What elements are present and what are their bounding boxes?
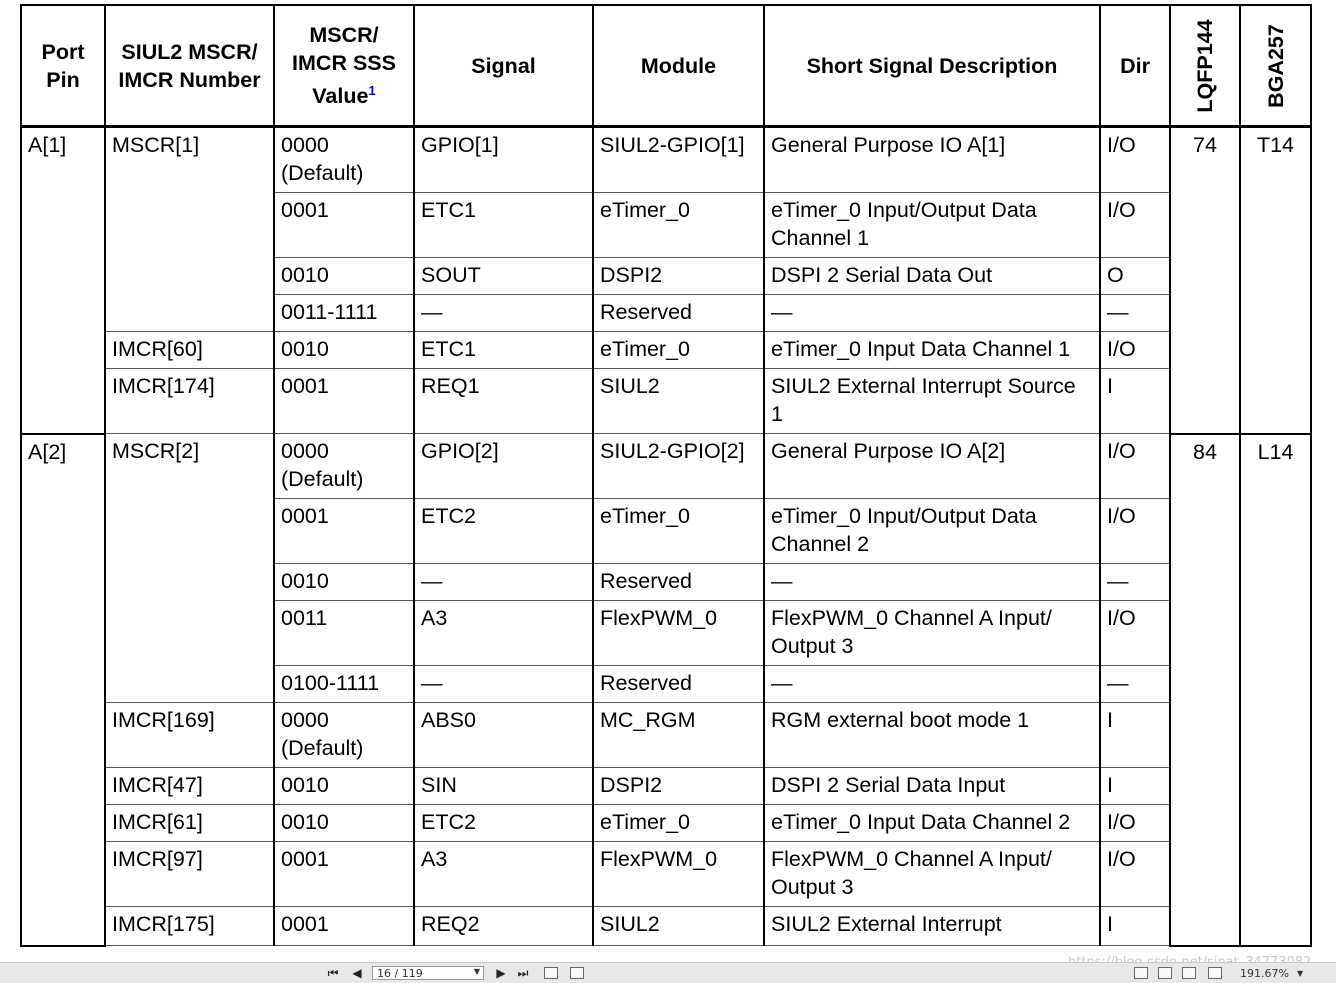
register-cell: IMCR[174] (105, 369, 274, 434)
facing-pages-icon[interactable] (1180, 965, 1198, 981)
module-cell: eTimer_0 (593, 332, 764, 369)
sss-value-cell: 0010 (274, 768, 414, 805)
continuous-facing-icon[interactable] (1206, 965, 1224, 981)
dir-cell: I/O (1100, 127, 1170, 193)
signal-cell: — (414, 564, 593, 601)
description-cell: DSPI 2 Serial Data Input (764, 768, 1100, 805)
dir-cell: O (1100, 258, 1170, 295)
signal-cell: A3 (414, 842, 593, 907)
sss-value-cell: 0001 (274, 907, 414, 946)
table-row (21, 332, 1311, 369)
table-row (21, 805, 1311, 842)
sss-value-cell: 0011-1111 (274, 295, 414, 332)
signal-cell: SIN (414, 768, 593, 805)
table-row (21, 369, 1311, 434)
description-cell: FlexPWM_0 Channel A Input/ Output 3 (764, 601, 1100, 666)
next-view-icon[interactable] (568, 965, 586, 981)
header-sss-value (274, 5, 414, 127)
module-cell: eTimer_0 (593, 805, 764, 842)
description-cell: eTimer_0 Input Data Channel 1 (764, 332, 1100, 369)
sss-value-cell: 0001 (274, 842, 414, 907)
zoom-select[interactable] (1240, 966, 1322, 980)
header-bga257 (1240, 5, 1311, 127)
module-cell: SIUL2 (593, 907, 764, 946)
description-cell: — (764, 295, 1100, 332)
register-cell: IMCR[175] (105, 907, 274, 946)
description-cell: RGM external boot mode 1 (764, 703, 1100, 768)
next-page-icon[interactable]: ▶ (496, 966, 506, 980)
header-dir: Dir (1100, 5, 1170, 127)
header-lqfp144 (1170, 5, 1240, 127)
chevron-down-icon: ▼ (1296, 968, 1304, 978)
pin-mux-table (20, 4, 1312, 947)
module-cell: Reserved (593, 666, 764, 703)
header-sss-text: MSCR/ IMCR SSS Value (292, 22, 396, 109)
prev-view-icon[interactable] (542, 965, 560, 981)
register-cell: IMCR[97] (105, 842, 274, 907)
sss-value-cell: 0001 (274, 499, 414, 564)
sss-value-cell: 0001 (274, 193, 414, 258)
description-cell: General Purpose IO A[1] (764, 127, 1100, 193)
sss-value-cell: 0000 (Default) (274, 434, 414, 499)
port-pin-cell: A[1] (21, 127, 105, 434)
table-row (21, 434, 1311, 499)
register-cell: MSCR[1] (105, 127, 274, 332)
signal-cell: REQ1 (414, 369, 593, 434)
signal-cell: GPIO[1] (414, 127, 593, 193)
dir-cell: I (1100, 703, 1170, 768)
header-row (21, 5, 1311, 127)
dir-cell: I (1100, 369, 1170, 434)
dir-cell: I (1100, 768, 1170, 805)
dir-cell: I/O (1100, 193, 1170, 258)
bga257-cell: T14 (1240, 127, 1311, 434)
register-cell: IMCR[169] (105, 703, 274, 768)
module-cell: Reserved (593, 564, 764, 601)
module-cell: FlexPWM_0 (593, 601, 764, 666)
port-pin-cell: A[2] (21, 434, 105, 946)
header-signal: Signal (414, 5, 593, 127)
description-cell: — (764, 666, 1100, 703)
signal-cell: ETC1 (414, 332, 593, 369)
table-row (21, 907, 1311, 946)
signal-cell: ETC1 (414, 193, 593, 258)
pdf-viewer-toolbar (0, 962, 1336, 983)
table-row (21, 703, 1311, 768)
table-row (21, 842, 1311, 907)
module-cell: DSPI2 (593, 768, 764, 805)
sss-value-cell: 0001 (274, 369, 414, 434)
signal-cell: — (414, 666, 593, 703)
sss-value-cell: 0010 (274, 805, 414, 842)
signal-cell: ETC2 (414, 499, 593, 564)
module-cell: eTimer_0 (593, 499, 764, 564)
single-page-icon[interactable] (1132, 965, 1150, 981)
sss-value-cell: 0100-1111 (274, 666, 414, 703)
footnote-link[interactable]: 1 (368, 82, 376, 98)
signal-cell: ABS0 (414, 703, 593, 768)
dir-cell: — (1100, 295, 1170, 332)
table-body (21, 127, 1311, 946)
description-cell: eTimer_0 Input/Output Data Channel 1 (764, 193, 1100, 258)
dir-cell: I/O (1100, 332, 1170, 369)
dir-cell: I (1100, 907, 1170, 946)
module-cell: SIUL2-GPIO[2] (593, 434, 764, 499)
header-description: Short Signal Description (764, 5, 1100, 127)
description-cell: FlexPWM_0 Channel A Input/ Output 3 (764, 842, 1100, 907)
dir-cell: I/O (1100, 805, 1170, 842)
header-port-pin: Port Pin (21, 5, 105, 127)
module-cell: FlexPWM_0 (593, 842, 764, 907)
dir-cell: I/O (1100, 601, 1170, 666)
register-cell: IMCR[60] (105, 332, 274, 369)
module-cell: SIUL2-GPIO[1] (593, 127, 764, 193)
module-cell: SIUL2 (593, 369, 764, 434)
table-row (21, 768, 1311, 805)
signal-cell: GPIO[2] (414, 434, 593, 499)
dir-cell: — (1100, 666, 1170, 703)
sss-value-cell: 0011 (274, 601, 414, 666)
dir-cell: I/O (1100, 499, 1170, 564)
description-cell: — (764, 564, 1100, 601)
sss-value-cell: 0000 (Default) (274, 127, 414, 193)
description-cell: DSPI 2 Serial Data Out (764, 258, 1100, 295)
sss-value-cell: 0000 (Default) (274, 703, 414, 768)
chevron-down-icon: ▼ (473, 967, 480, 976)
page-number-select[interactable] (372, 966, 484, 980)
lqfp144-cell: 84 (1170, 434, 1240, 946)
signal-cell: SOUT (414, 258, 593, 295)
register-cell: MSCR[2] (105, 434, 274, 703)
table-row (21, 127, 1311, 193)
signal-cell: ETC2 (414, 805, 593, 842)
dir-cell: I/O (1100, 842, 1170, 907)
signal-cell: A3 (414, 601, 593, 666)
sss-value-cell: 0010 (274, 258, 414, 295)
continuous-page-icon[interactable] (1156, 965, 1174, 981)
signal-cell: — (414, 295, 593, 332)
last-page-icon[interactable]: ⏭ (517, 965, 529, 980)
description-cell: SIUL2 External Interrupt (764, 907, 1100, 946)
module-cell: eTimer_0 (593, 193, 764, 258)
description-cell: General Purpose IO A[2] (764, 434, 1100, 499)
sss-value-cell: 0010 (274, 332, 414, 369)
header-bga257-text: BGA257 (1263, 23, 1288, 108)
first-page-icon[interactable]: ⏮ (327, 965, 339, 980)
description-cell: SIUL2 External Interrupt Source 1 (764, 369, 1100, 434)
lqfp144-cell: 74 (1170, 127, 1240, 434)
description-cell: eTimer_0 Input Data Channel 2 (764, 805, 1100, 842)
page-indicator: 16 / 119 (377, 966, 423, 980)
module-cell: DSPI2 (593, 258, 764, 295)
sss-value-cell: 0010 (274, 564, 414, 601)
bga257-cell: L14 (1240, 434, 1311, 946)
header-module: Module (593, 5, 764, 127)
module-cell: Reserved (593, 295, 764, 332)
signal-cell: REQ2 (414, 907, 593, 946)
dir-cell: — (1100, 564, 1170, 601)
module-cell: MC_RGM (593, 703, 764, 768)
register-cell: IMCR[47] (105, 768, 274, 805)
dir-cell: I/O (1100, 434, 1170, 499)
prev-page-icon[interactable]: ◀ (352, 966, 362, 980)
header-siul2-number: SIUL2 MSCR/ IMCR Number (105, 5, 274, 127)
register-cell: IMCR[61] (105, 805, 274, 842)
header-lqfp144-text: LQFP144 (1193, 18, 1217, 113)
zoom-level: 191.67% (1240, 966, 1289, 980)
description-cell: eTimer_0 Input/Output Data Channel 2 (764, 499, 1100, 564)
